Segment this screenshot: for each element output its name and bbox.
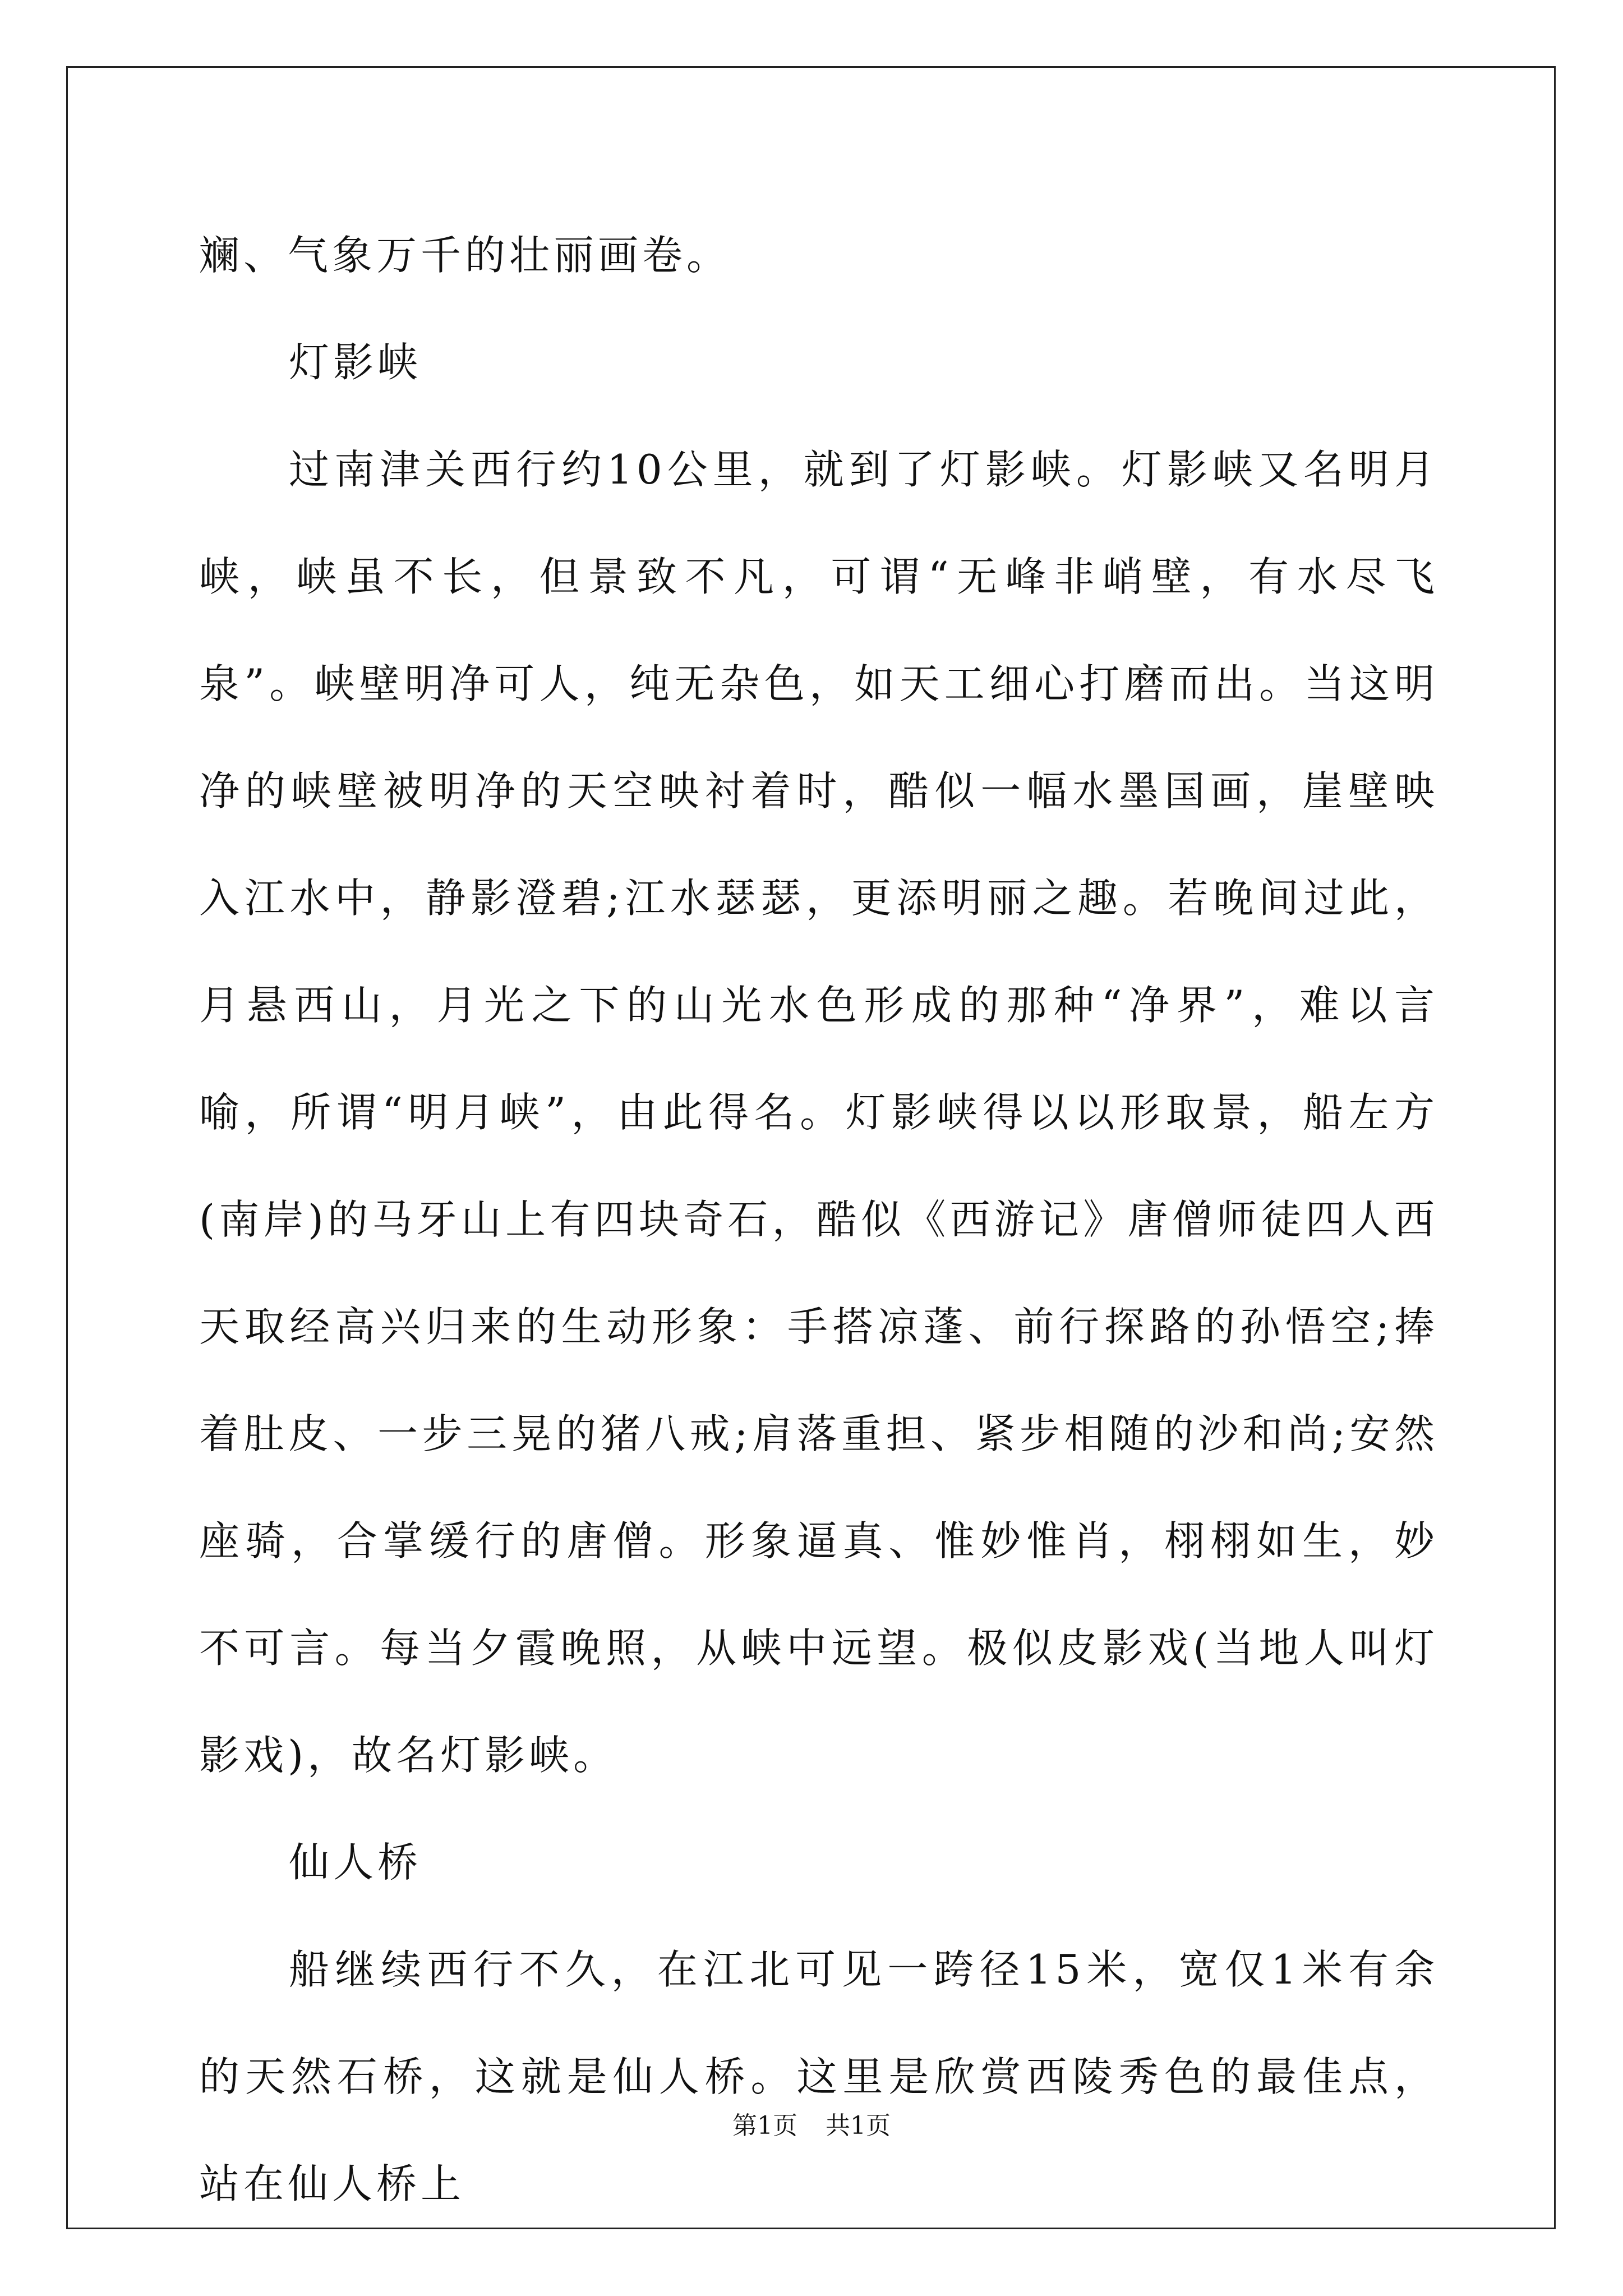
- paragraph-dengyingxia: 过南津关西行约10公里，就到了灯影峡。灯影峡又名明月峡，峡虽不长，但景致不凡，可谓“无峰非峭壁，有水尽飞泉”。峡壁明净可人，纯无杂色，如天工细心打磨而出。当这明净的峡壁被明净的天空映衬着时，酷似一幅水墨国画，崖壁映入江水中，静影澄碧;江水瑟瑟，更添明丽之趣。若晚间过此，月悬西山，月光之下的山光水色形成的那种“净界”，难以言喻，所谓“明月峡”，由此得名。灯影峡得以以形取景，船左方(南岸)的马牙山上有四块奇石，酷似《西游记》唐僧师徒四人西天取经高兴归来的生动形象：手搭凉蓬、前行探路的孙悟空;捧着肚皮、一步三晃的猪八戒;肩落重担、紧步相随的沙和尚;安然座骑，合掌缓行的唐僧。形象逼真、惟妙惟肖，栩栩如生，妙不可言。每当夕霞晚照，从峡中远望。极似皮影戏(当地人叫灯影戏)，故名灯影峡。: [199, 446, 1438, 1779]
- paragraph-continuation: 斓、气象万千的壮丽画卷。: [199, 232, 731, 279]
- paragraph-xianrenqiao: 船继续西行不久，在江北可见一跨径15米，宽仅1米有余的天然石桥，这就是仙人桥。这里是欣赏西陵秀色的最佳点，站在仙人桥上: [199, 1946, 1438, 2207]
- document-body: [199, 202, 1438, 2238]
- page-number: 第1页: [732, 2111, 797, 2140]
- page-total: 共1页: [826, 2111, 891, 2140]
- section-heading-dengyingxia: 灯影峡: [289, 339, 422, 386]
- section-heading-xianrenqiao: 仙人桥: [289, 1839, 422, 1886]
- page-footer: [0, 2109, 1623, 2143]
